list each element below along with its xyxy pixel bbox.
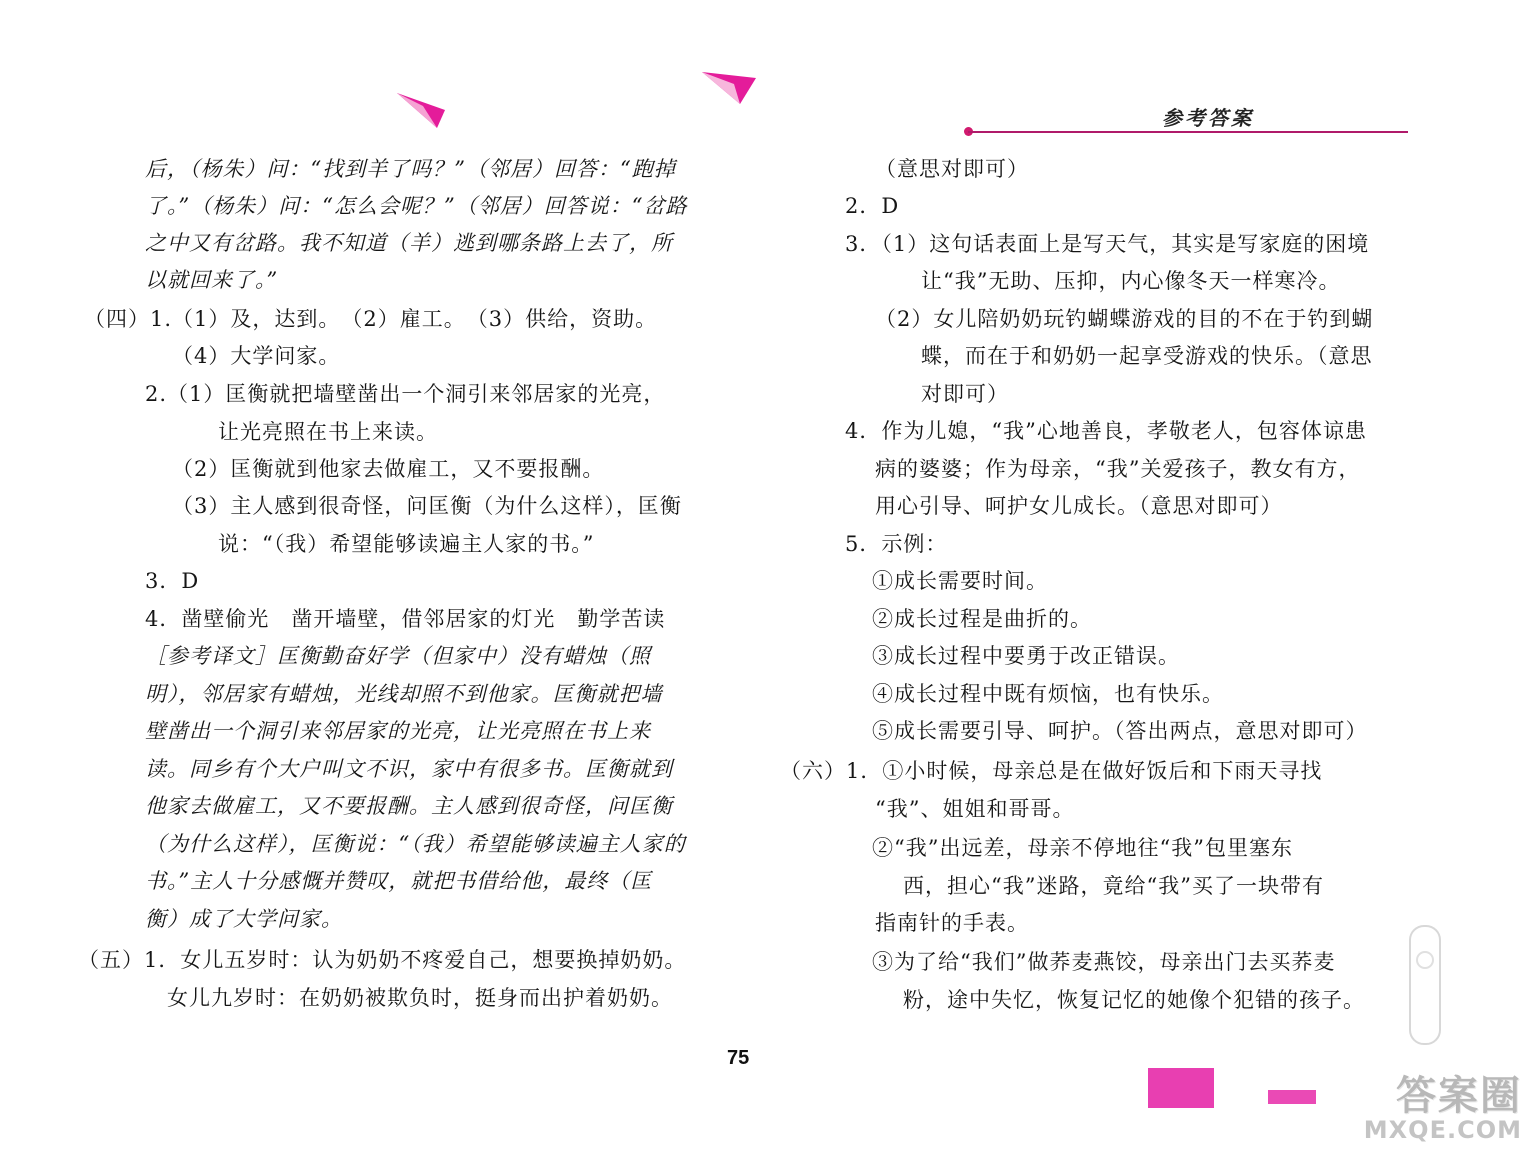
watermark-title: 答案圈: [1396, 1073, 1522, 1119]
right-line-23: 粉，途中失忆，恢复记忆的她像个犯错的孩子。: [903, 988, 1365, 1012]
right-line-2: 2．D: [845, 194, 900, 218]
left-line-12: 3．D: [145, 569, 200, 593]
left-line-11: 说：“（我）希望能够读遍主人家的书。”: [218, 532, 595, 556]
left-line-19: （为什么这样），匡衡说：“（我）希望能够读遍主人家的: [145, 832, 686, 856]
paper-plane-icon-right: [700, 68, 760, 108]
header-title: 参考答案: [1162, 106, 1254, 130]
left-line-20: 书。”主人十分感慨并赞叹，就把书借给他，最终（匡: [145, 869, 653, 893]
left-line-22: （五）1．女儿五岁时：认为奶奶不疼爱自己，想要换掉奶奶。: [78, 948, 687, 972]
left-line-7: 2.（1）匡衡就把墙壁凿出一个洞引来邻居家的光亮，: [145, 382, 666, 406]
left-line-15: 明），邻居家有蜡烛，光线却照不到他家。匡衡就把墙: [145, 682, 663, 706]
bookmark-outline-icon: [1404, 920, 1448, 1050]
right-line-21: 指南针的手表。: [875, 911, 1029, 935]
left-line-10: （3）主人感到很奇怪，问匡衡（为什么这样），匡衡: [172, 494, 682, 518]
right-line-8: 4．作为儿媳，“我”心地善良，孝敬老人，包容体谅患: [845, 419, 1367, 443]
right-line-1: （意思对即可）: [875, 157, 1029, 181]
right-line-16: ⑤成长需要引导、呵护。（答出两点，意思对即可）: [872, 719, 1368, 743]
right-line-22: ③为了给“我们”做荞麦燕饺，母亲出门去买荞麦: [872, 950, 1336, 974]
page-number: 75: [727, 1047, 750, 1069]
left-line-14: ［参考译文］匡衡勤奋好学（但家中）没有蜡烛（照: [145, 644, 651, 668]
left-line-6: （4）大学问家。: [172, 344, 341, 368]
left-line-4: 以就回来了。”: [145, 268, 279, 292]
left-line-17: 读。同乡有个大户叫文不识，家中有很多书。匡衡就到: [145, 757, 673, 781]
right-line-20: 西，担心“我”迷路，竟给“我”买了一块带有: [903, 874, 1324, 898]
left-line-2: 了。”（杨朱）问：“怎么会呢？”（邻居）回答说：“岔路: [145, 194, 688, 218]
header-rule: [968, 131, 1408, 133]
right-line-11: 5．示例：: [845, 532, 948, 556]
pink-decoration-block: [1148, 1068, 1214, 1108]
right-line-9: 病的婆婆；作为母亲，“我”关爱孩子，教女有方，: [875, 457, 1361, 481]
right-line-4: 让“我”无助、压抑，内心像冬天一样寒冷。: [921, 269, 1341, 293]
right-line-18: “我”、姐姐和哥哥。: [875, 797, 1075, 821]
watermark-logo: [1310, 1060, 1530, 1155]
right-line-19: ②“我”出远差，母亲不停地往“我”包里塞东: [872, 836, 1293, 860]
right-line-3: 3．（1）这句话表面上是写天气，其实是写家庭的困境: [845, 232, 1370, 256]
left-line-23: 女儿九岁时：在奶奶被欺负时，挺身而出护着奶奶。: [167, 986, 673, 1010]
right-line-17: （六）1．①小时候，母亲总是在做好饭后和下雨天寻找: [780, 759, 1323, 783]
left-line-18: 他家去做雇工，又不要报酬。主人感到很奇怪，问匡衡: [145, 794, 673, 818]
pink-decoration-bar: [1268, 1090, 1316, 1104]
left-line-9: （2）匡衡就到他家去做雇工，又不要报酬。: [172, 457, 605, 481]
right-line-15: ④成长过程中既有烦恼，也有快乐。: [872, 682, 1224, 706]
right-line-14: ③成长过程中要勇于改正错误。: [872, 644, 1180, 668]
right-line-12: ①成长需要时间。: [872, 569, 1048, 593]
watermark-url: MXQE.COM: [1363, 1116, 1522, 1144]
left-line-16: 壁凿出一个洞引来邻居家的光亮，让光亮照在书上来: [145, 719, 651, 743]
left-line-8: 让光亮照在书上来读。: [218, 420, 438, 444]
right-line-7: 对即可）: [921, 382, 1009, 406]
left-line-21: 衡）成了大学问家。: [145, 907, 343, 931]
left-line-3: 之中又有岔路。我不知道（羊）逃到哪条路上去了，所: [145, 231, 673, 255]
right-line-10: 用心引导、呵护女儿成长。（意思对即可）: [875, 494, 1283, 518]
right-line-6: 蝶，而在于和奶奶一起享受游戏的快乐。（意思: [921, 344, 1373, 368]
left-line-5: （四）1.（1）及，达到。 （2）雇工。 （3）供给，资助。: [84, 307, 658, 331]
left-line-1: 后，（杨朱）问：“找到羊了吗？”（邻居）回答：“跑掉: [145, 157, 676, 181]
paper-plane-icon-left: [395, 88, 455, 133]
right-line-5: （2）女儿陪奶奶玩钓蝴蝶游戏的目的不在于钓到蝴: [875, 307, 1374, 331]
left-line-13: 4．凿壁偷光 凿开墙壁，借邻居家的灯光 勤学苦读: [145, 607, 666, 631]
right-line-13: ②成长过程是曲折的。: [872, 607, 1092, 631]
